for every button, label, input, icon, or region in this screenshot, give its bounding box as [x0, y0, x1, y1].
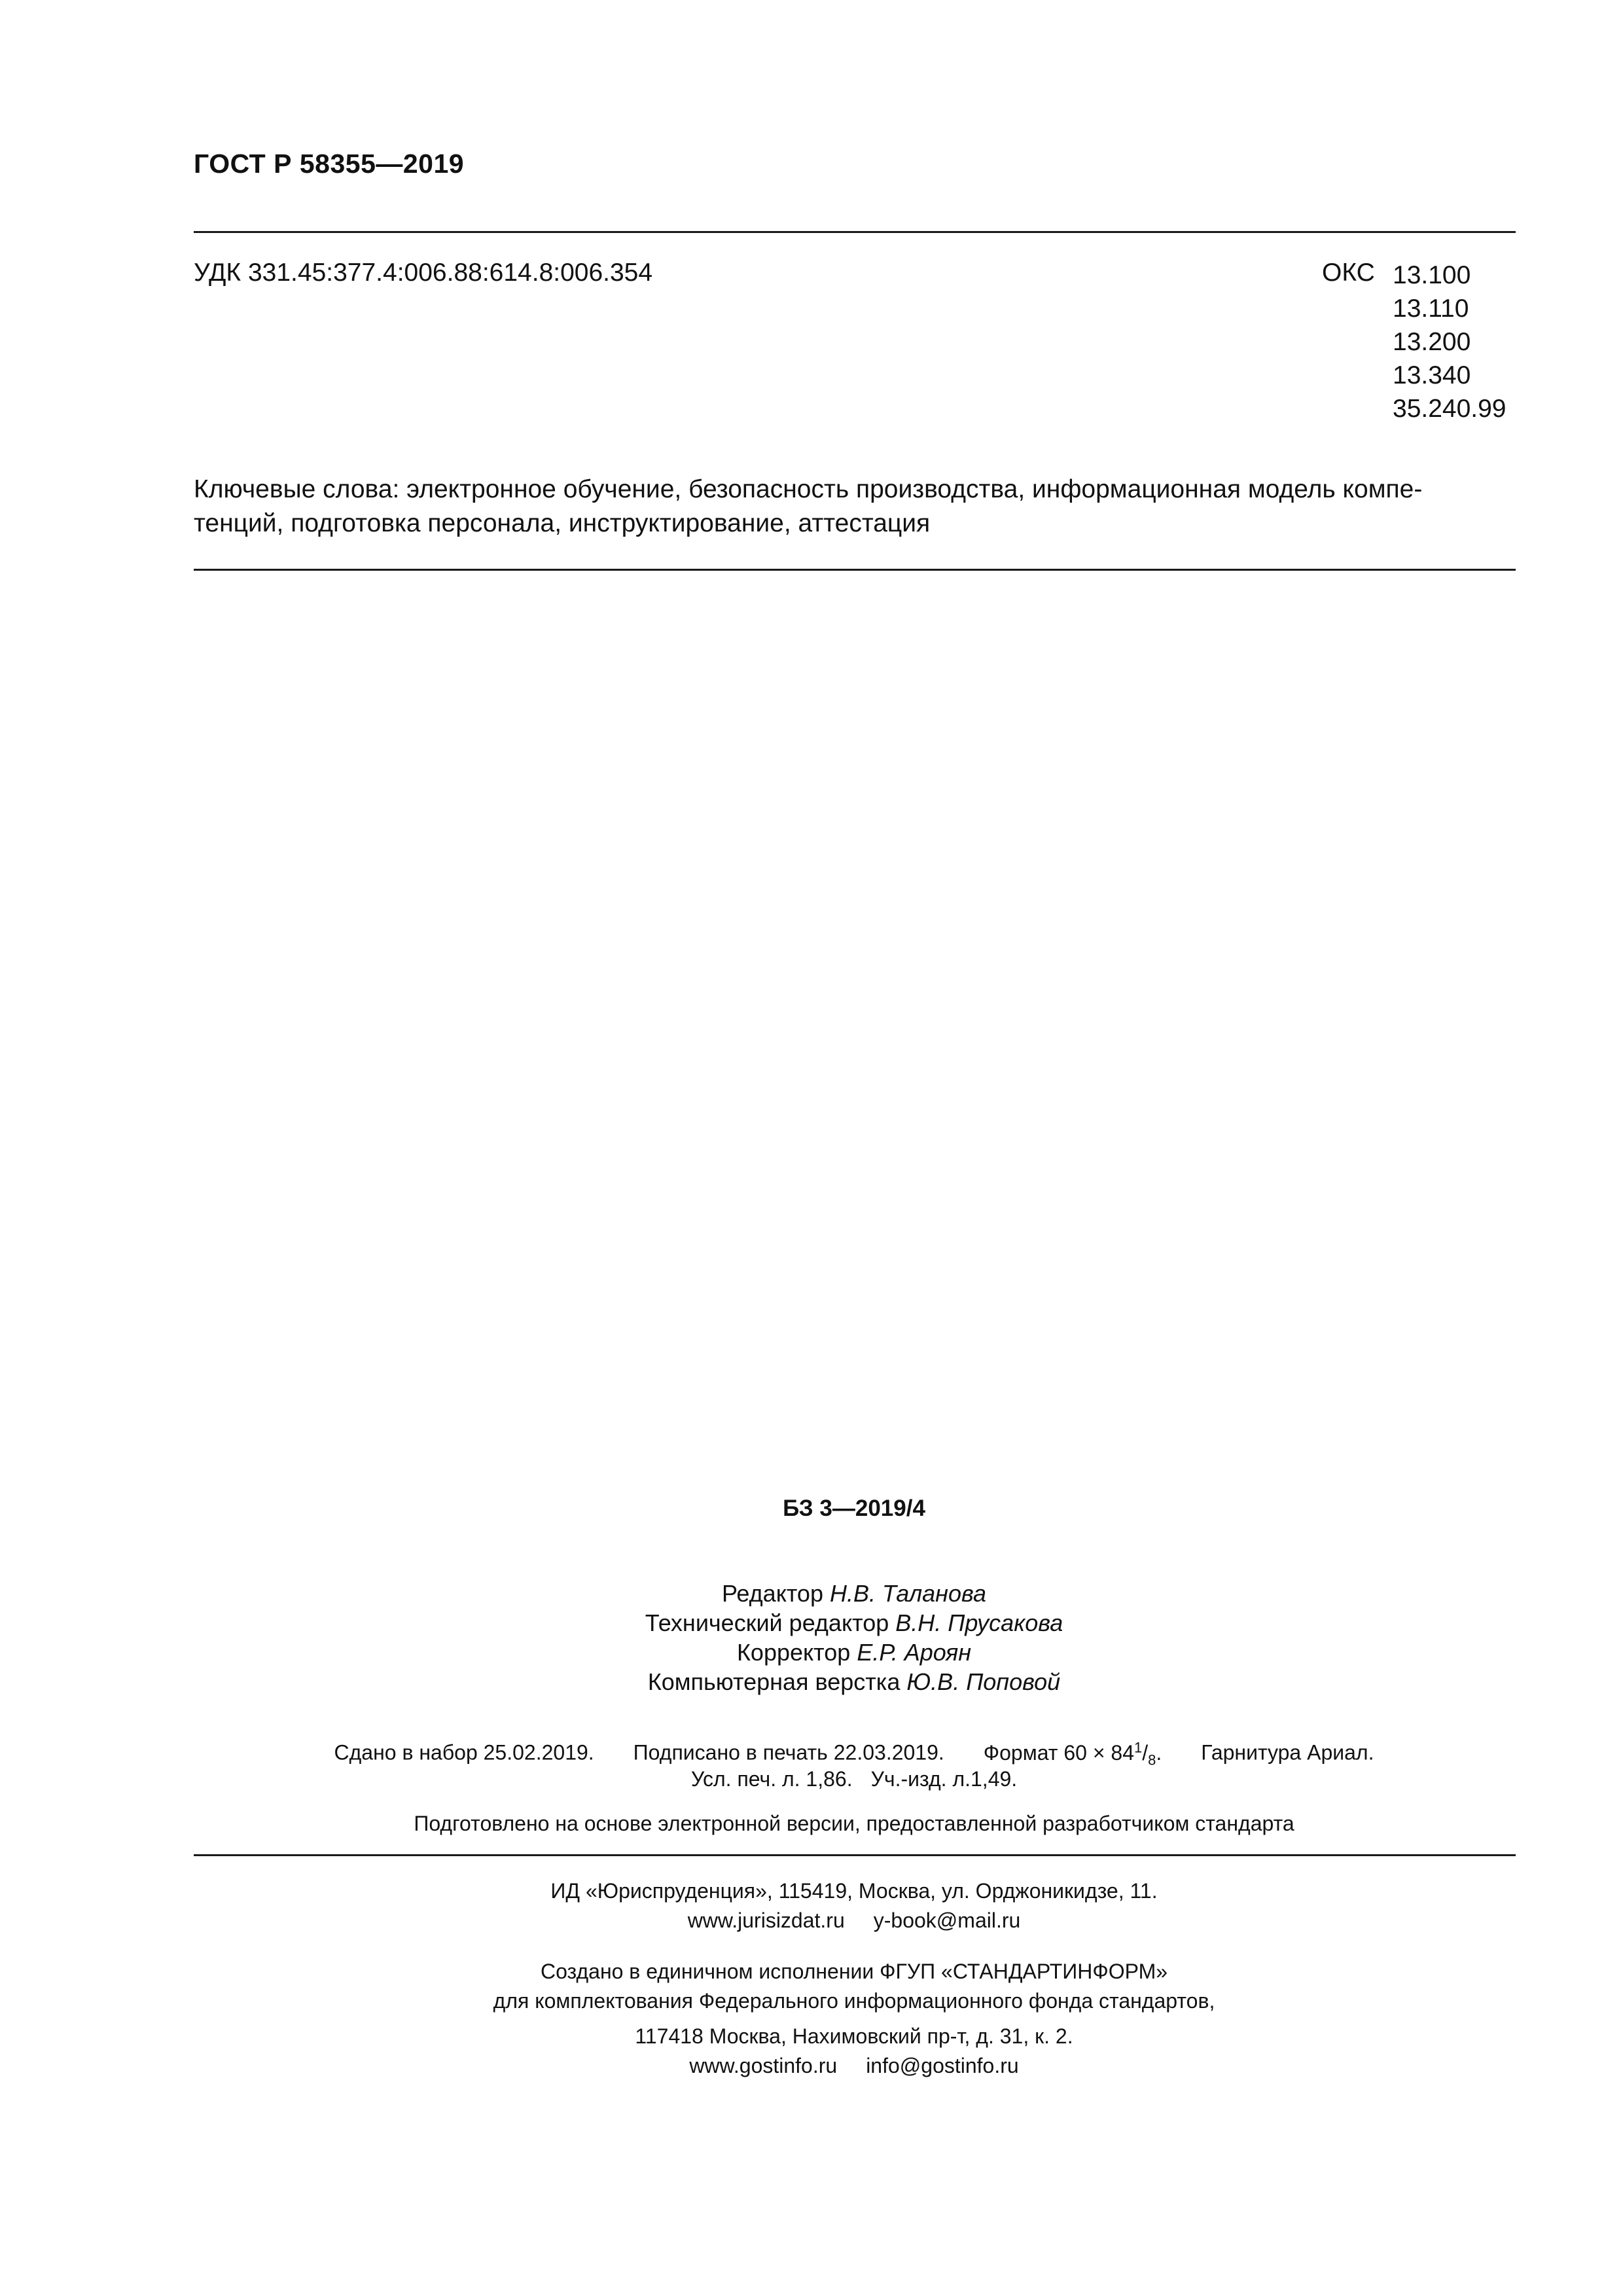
paper-format: Формат $60 \times 84^1/_8$.	[983, 1739, 1162, 1768]
keywords-line: Ключевые слова: электронное обучение, безопасность производства, информационная модель компе-	[194, 475, 1423, 503]
publishing-sheets: Уч.-изд. л.1,49.	[870, 1767, 1018, 1791]
prepared-note: Подготовлено на основе электронной версии, предоставленной разработчиком стандарта	[414, 1812, 1294, 1835]
creator-website[interactable]: www.gostinfo.ru	[689, 2054, 838, 2077]
credit-proofreader: Корректор Е.Р. Ароян	[736, 1639, 972, 1666]
credit-layout: Компьютерная верстка Ю.В. Поповой	[647, 1668, 1061, 1695]
creator-address-block	[0, 2022, 1623, 2081]
creator-line: Создано в единичном исполнении ФГУП «СТАНДАРТИНФОРМ»	[540, 1960, 1168, 1983]
print-sheets: Усл. печ. л. 1,86.	[690, 1767, 853, 1791]
submitted-date: Сдано в набор 25.02.2019.	[334, 1740, 594, 1765]
creator-info	[0, 1957, 1623, 2016]
credit-technical-editor: Технический редактор В.Н. Прусакова	[645, 1609, 1063, 1636]
oks-code: 35.240.99	[1393, 395, 1507, 423]
typeface: Гарнитура Ариал.	[1201, 1740, 1374, 1765]
top-divider	[194, 231, 1516, 233]
keywords-divider	[194, 569, 1516, 571]
document-number: ГОСТ Р 58355—2019	[194, 149, 465, 179]
print-details	[0, 1739, 1623, 1768]
credits	[0, 1579, 1623, 1696]
imprint-divider	[194, 1854, 1516, 1856]
publisher-website[interactable]: www.jurisizdat.ru	[687, 1909, 845, 1932]
credit-editor: Редактор Н.В. Таланова	[722, 1580, 986, 1607]
creator-contacts	[0, 2051, 1623, 2081]
oks-code: 13.340	[1393, 361, 1471, 389]
creator-address: 117418 Москва, Нахимовский пр-т, д. 31, к. 2.	[635, 2024, 1073, 2048]
oks-code: 13.100	[1393, 261, 1471, 289]
signed-date: Подписано в печать 22.03.2019.	[633, 1740, 944, 1765]
publisher-contacts	[0, 1906, 1623, 1935]
publisher-address: ИД «Юриспруденция», 115419, Москва, ул. Орджоникидзе, 11.	[550, 1879, 1158, 1903]
sheet-counts	[0, 1767, 1623, 1791]
oks-code: 13.110	[1393, 295, 1469, 323]
publisher-info	[0, 1876, 1623, 1935]
oks-code: 13.200	[1393, 328, 1471, 356]
publisher-email[interactable]: y-book@mail.ru	[873, 1909, 1021, 1932]
creator-email[interactable]: info@gostinfo.ru	[866, 2054, 1019, 2077]
keywords	[194, 473, 1516, 541]
bz-number: БЗ 3—2019/4	[783, 1496, 925, 1521]
oks-label: ОКС	[1322, 259, 1375, 287]
creator-line: для комплектования Федерального информационного фонда стандартов,	[493, 1989, 1215, 2013]
keywords-line: тенций, подготовка персонала, инструктирование, аттестация	[194, 509, 931, 537]
udk-code: УДК 331.45:377.4:006.88:614.8:006.354	[194, 259, 653, 287]
oks-codes	[1393, 259, 1507, 425]
